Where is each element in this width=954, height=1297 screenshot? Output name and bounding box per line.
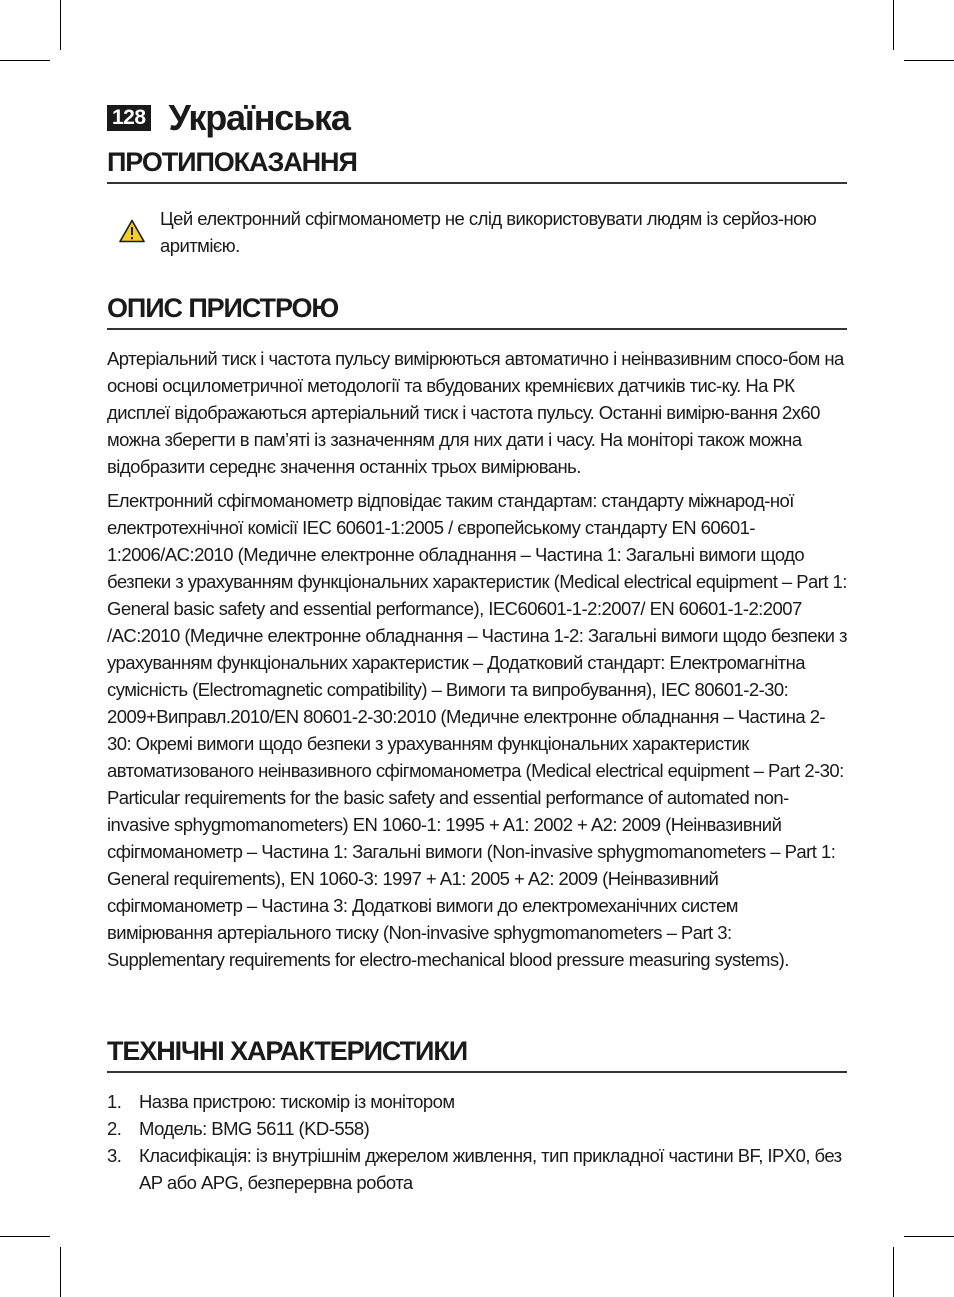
crop-mark [904, 60, 954, 61]
crop-mark [904, 1236, 954, 1237]
language-title: Українська [168, 97, 350, 138]
page-header [107, 97, 350, 138]
crop-mark [0, 60, 50, 61]
list-item-number: 1. [107, 1091, 122, 1112]
section-title-description: ОПИС ПРИСТРОЮ [107, 292, 847, 330]
warning-text: Цей електронний сфігмоманометр не слід використовувати людям із серйоз-ною аритмією. [160, 208, 817, 256]
crop-mark [0, 1236, 50, 1237]
crop-mark [893, 0, 894, 50]
list-item-number: 3. [107, 1145, 122, 1166]
warning-triangle-icon [119, 219, 145, 243]
crop-mark [893, 1247, 894, 1297]
list-item [107, 1088, 852, 1115]
page-number: 128 [107, 105, 151, 131]
specs-list [107, 1088, 852, 1196]
list-item-number: 2. [107, 1118, 122, 1139]
list-item [107, 1115, 852, 1142]
section-title-contraindications: ПРОТИПОКАЗАННЯ [107, 146, 847, 184]
crop-mark [60, 1247, 61, 1297]
crop-mark [60, 0, 61, 50]
list-item-text: Назва пристрою: тискомір із монітором [139, 1091, 455, 1112]
list-item-text: Класифікація: із внутрішнім джерелом живлення, тип прикладної частини BF, IPX0, без AP або APG, безперервна робота [139, 1145, 842, 1193]
list-item [107, 1142, 852, 1196]
description-paragraph-2: Електронний сфігмоманометр відповідає таким стандартам: стандарту міжнарод-ної електротехнічної комісії IEC 60601-1:2005 / європейському стандарту EN 60601-1:2006/AC:2010 (Медичне електронне обладнання – Частина 1: Загальні вимоги щодо безпеки з урахуванням функціональних характеристик (Medical electrical equipment – Part 1: General basic safety and essential performance), IEC60601-1-2:2007/ EN 60601-1-2:2007 /AC:2010 (Медичне електронне обладнання – Частина 1-2: Загальні вимоги щодо безпеки з урахуванням функціональних характеристик – Додатковий стандарт: Електромагнітна сумісність (Electromagnetic compatibility) – Вимоги та випробування), IEC 80601-2-30: 2009+Виправл.2010/EN 80601-2-30:2010 (Медичне електронне обладнання – Частина 2-30: Окремі вимоги щодо безпеки з урахуванням функціональних характеристик автоматизованого неінвазивного сфігмоманометра (Medical electrical equipment – Part 2-30: Particular requirements for the basic safety and essential performance of automated non-invasive sphygmomanometers) EN 1060-1: 1995 + A1: 2002 + A2: 2009 (Неінвазивний сфігмоманометр – Частина 1: Загальні вимоги (Non-invasive sphygmomanometers – Part 1: General requirements), EN 1060-3: 1997 + A1: 2005 + A2: 2009 (Неінвазивний сфігмоманометр – Частина 3: Додаткові вимоги до електромеханічних систем вимірювання артеріального тиску (Non-invasive sphygmomanometers – Part 3: Supplementary requirements for electro-mechanical blood pressure measuring systems). [107, 490, 847, 970]
section-title-specs: ТЕХНІЧНІ ХАРАКТЕРИСТИКИ [107, 1035, 847, 1073]
description-paragraph-1: Артеріальний тиск і частота пульсу вимірюються автоматично і неінвазивним спосо-бом на основі осцилометричної методології та вбудованих кремнієвих датчиків тис-ку. На РК дисплеї відображаються артеріальний тиск і частота пульсу. Останні вимірю-вання 2x60 можна зберегти в пам’яті із зазначенням для них дати і часу. На моніторі також можна відобразити середнє значення останніх трьох вимірювань. [107, 348, 844, 477]
list-item-text: Модель: BMG 5611 (KD-558) [139, 1118, 370, 1139]
